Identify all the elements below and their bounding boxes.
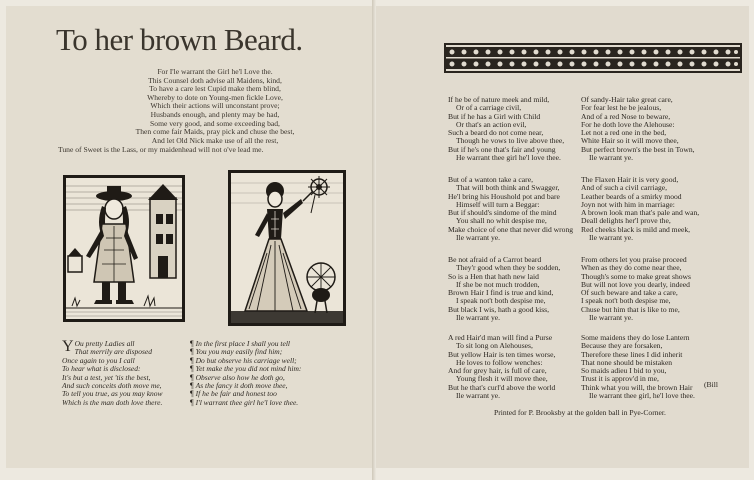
- stanza: [581, 256, 691, 322]
- intro-line: Whereby to dote on Young-men fickle Love,: [147, 92, 283, 102]
- intro-line: This Counsel doth advise all Maidens, kind,: [148, 75, 282, 85]
- pilcrow-icon: ¶: [190, 397, 194, 407]
- stanza-line: You shall no whit despise me,: [456, 216, 547, 226]
- stanza-line: That will both think and Swagger,: [456, 183, 560, 193]
- stanza-line: Ile warrant ye.: [456, 391, 501, 401]
- stanza-line: Deall delights her'l prove the,: [581, 216, 671, 226]
- ballad-title: To her brown Beard.: [56, 22, 303, 57]
- stanza-line: But he that's curl'd above the world: [448, 382, 556, 392]
- stanza-line: Therefore these lines I did inherit: [581, 349, 683, 359]
- stanza-line: Trust it is approv'd in me,: [581, 374, 659, 384]
- verse-line: ¶ If he be fair and honest too: [190, 389, 277, 399]
- stanza-line: He loves to follow wenches:: [456, 357, 543, 367]
- stanza-line: Ile warrant ye.: [589, 153, 634, 163]
- stanza-line: The Flaxen Hair it is very good,: [581, 175, 679, 184]
- stanza-line: Be not afraid of a Carrot beard: [448, 255, 542, 264]
- stanza-line: But will not love you dearly, indeed: [581, 279, 690, 289]
- stanza-line: Ile warrant ye.: [589, 313, 634, 323]
- stanza: [448, 96, 564, 162]
- stanza-line: For he doth love the Alehouse:: [581, 119, 675, 129]
- stanza-line: Brown Hair I find is true and kind,: [448, 288, 554, 298]
- stanza-line: Let not a red one in the bed,: [581, 128, 667, 138]
- stanza-line: They'r good when they be sodden,: [456, 263, 561, 273]
- stanza-line: He warrant thee girl he'l love thee.: [456, 153, 561, 163]
- stanza-line: Ile warrant ye.: [456, 313, 501, 323]
- pilcrow-icon: ¶: [190, 364, 194, 374]
- stanza-line: Leather beards of a smirky mood: [581, 191, 682, 201]
- bill-note: (Bill: [704, 380, 718, 389]
- stanza-line: But if he's one that's fair and young: [448, 144, 556, 154]
- verse-line: ¶ Yet make the you did not mind him:: [190, 364, 302, 374]
- imprint: Printed for P. Brooksby at the golden ball in Pye-Corner.: [494, 408, 666, 417]
- stanza-line: I speak not't both despise me,: [581, 296, 671, 306]
- pilcrow-icon: ¶: [190, 381, 194, 391]
- stanza-line: So is a Hen that hath new laid: [448, 271, 539, 281]
- verse-line: Which is the man doth love there.: [62, 397, 163, 407]
- stanza-line: Of such beware and take a care,: [581, 288, 678, 298]
- stanza: [581, 176, 699, 242]
- stanza-line: He'l bring his Houshold pot and bare: [448, 191, 560, 201]
- stanza-line: But if should's sindome of the mind: [448, 208, 557, 218]
- stanza-line: Ile warrant ye.: [456, 233, 501, 243]
- page-fold: [372, 0, 376, 480]
- stanza: [448, 176, 573, 242]
- stanza-line: If he be of nature meek and mild,: [448, 95, 550, 104]
- verse-line: Once again to you I call: [62, 355, 135, 365]
- intro-line: To have a care lest Cupid make them blind,: [149, 84, 281, 94]
- stanza-line: But yellow Hair is ten times worse,: [448, 349, 556, 359]
- verse-second: [190, 340, 330, 407]
- stanza-line: And of such a civil carriage,: [581, 183, 668, 193]
- verse-line: ¶ In the first place I shall you tell: [190, 339, 290, 348]
- stanza-line: From others let you praise proceed: [581, 255, 687, 264]
- verse-line: That merrily are disposed: [74, 347, 152, 357]
- stanza: [448, 256, 560, 322]
- stanza-line: Think what you will, the brown Hair: [581, 382, 693, 392]
- stanza-line: Or of a carriage civil,: [456, 103, 522, 113]
- intro-line: Which their actions will unconstant prove;: [150, 101, 280, 111]
- stanza-line: So maids adieu I bid to you,: [581, 366, 667, 376]
- intro-line: And let Old Nick make use of all the rest,: [151, 135, 279, 145]
- stanza-line: But if he has a Girl with Child: [448, 111, 541, 121]
- stanza-line: Red cheeks black is mild and meek,: [581, 224, 691, 234]
- stanza-line: That none should be mistaken: [581, 357, 673, 367]
- stanza-line: Of sandy-Hair take great care,: [581, 95, 673, 104]
- stanza-line: Though's some to make great shows: [581, 271, 691, 281]
- stanza-line: Such a beard do not come near,: [448, 128, 544, 138]
- stanza-line: But black I wis, hath a good kiss,: [448, 304, 550, 314]
- verse-line: ¶ I'l warrant thee girl he'l love thee.: [190, 397, 299, 407]
- stanza-line: For fear lest he be jealous,: [581, 103, 662, 113]
- pilcrow-icon: ¶: [190, 355, 194, 365]
- pilcrow-icon: ¶: [190, 372, 194, 382]
- stanza-line: Or that's an action evil,: [456, 119, 527, 129]
- stanza-line: Joyn not with him in marriage:: [581, 199, 675, 209]
- stanza-line: Ile warrant ye.: [589, 233, 634, 243]
- pilcrow-icon: ¶: [190, 389, 194, 399]
- stanza-line: When as they do come near thee,: [581, 263, 682, 273]
- stanza: [448, 334, 555, 400]
- intro-line: Then come fair Maids, pray pick and chuse the best,: [135, 127, 295, 137]
- verse-line: To hear what is disclosed:: [62, 364, 141, 374]
- woodcut-gentleman: [63, 175, 185, 322]
- stanza-line: A brown look man that's pale and wan,: [581, 208, 700, 218]
- stanza-line: And for grey hair, is full of care,: [448, 366, 547, 376]
- pilcrow-icon: ¶: [190, 339, 194, 348]
- stanza: [581, 96, 695, 162]
- intro-line: Husbands enough, and plenty may be had,: [150, 109, 280, 119]
- stanza-line: Young flesh it will move thee,: [456, 374, 548, 384]
- verse-line: Ou pretty Ladies all: [74, 339, 135, 348]
- verse-line: And such conceits doth move me,: [62, 381, 162, 391]
- verse-line: ¶ Do but observe his carriage well;: [190, 355, 297, 365]
- stanza: [581, 334, 695, 400]
- intro-line: Some very good, and some exceeding bad,: [150, 118, 280, 128]
- stanza-line: And of a red Nose to beware,: [581, 111, 671, 121]
- drop-cap: Y: [62, 338, 74, 355]
- stanza-line: Himself will turn a Beggar:: [456, 199, 540, 209]
- stanza-line: But perfect brown's the best in Town,: [581, 144, 695, 154]
- verse-line: ¶ You you may easily find him;: [190, 347, 283, 357]
- stanza-line: Ile warrant thee girl, he'l love thee.: [589, 391, 695, 401]
- stanza-line: Chuse but him that is like to me,: [581, 304, 680, 314]
- verse-line: ¶ Observe also how he doth go,: [190, 372, 285, 382]
- intro-verse: [58, 67, 350, 155]
- verse-line: It's but a test, yet 'tis the best,: [62, 372, 151, 382]
- tune-line: Tune of Sweet is the Lass, or my maidenhead will not o've lead me.: [58, 145, 264, 155]
- stanza-line: Because they are forsaken,: [581, 341, 663, 351]
- stanza-line: Though he vows to live above thee,: [456, 136, 565, 146]
- intro-line: For I'le warrant the Girl he'l Love the.: [157, 67, 273, 76]
- stanza-line: A red Hair'd man will find a Purse: [448, 333, 553, 342]
- verse-opening: [62, 340, 192, 407]
- verse-line: To tell you true, as you may know: [62, 389, 163, 399]
- stanza-line: Some maidens they do lose Lantern: [581, 333, 690, 342]
- stanza-line: I speak not't both despise me,: [456, 296, 546, 306]
- stanza-line: If she be not much trodden,: [456, 279, 540, 289]
- ornament-border-icon: [444, 43, 742, 73]
- stanza-line: White Hair so it will move thee,: [581, 136, 679, 146]
- pilcrow-icon: ¶: [190, 347, 194, 357]
- woodcut-lady: [228, 170, 346, 326]
- stanza-line: Make choice of one that never did wrong: [448, 224, 574, 234]
- verse-line: ¶ As the fancy it doth move thee,: [190, 381, 288, 391]
- stanza-line: But of a wanton take a care,: [448, 175, 533, 184]
- stanza-line: To sit long on Alehouses,: [456, 341, 533, 351]
